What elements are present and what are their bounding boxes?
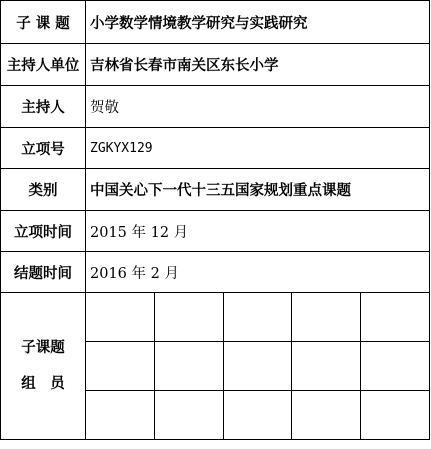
member-cell <box>86 391 155 440</box>
member-cell <box>292 293 361 342</box>
member-cell <box>223 391 292 440</box>
member-cell <box>154 342 223 391</box>
member-cell <box>361 342 430 391</box>
row-start-time <box>1 211 430 252</box>
member-cell <box>223 342 292 391</box>
members-label-line2: 组 员 <box>21 375 65 392</box>
subtopic-label: 子 课 题 <box>1 1 86 44</box>
end-time-label: 结题时间 <box>1 252 86 293</box>
row-host-unit <box>1 44 430 86</box>
row-members-1 <box>1 293 430 342</box>
host-unit-value: 吉林省长春市南关区东长小学 <box>86 44 430 86</box>
members-label <box>1 293 86 440</box>
member-cell <box>86 342 155 391</box>
start-time-value: 2015 年 12 月 <box>86 211 430 252</box>
subtopic-value: 小学数学情境教学研究与实践研究 <box>86 1 430 44</box>
member-cell <box>361 293 430 342</box>
member-cell <box>154 293 223 342</box>
category-label: 类别 <box>1 169 86 211</box>
end-time-value: 2016 年 2 月 <box>86 252 430 293</box>
category-value: 中国关心下一代十三五国家规划重点课题 <box>86 169 430 211</box>
project-number-value: ZGKYX129 <box>86 128 430 169</box>
host-value: 贺敬 <box>86 86 430 128</box>
member-cell <box>292 342 361 391</box>
host-unit-label: 主持人单位 <box>1 44 86 86</box>
host-label: 主持人 <box>1 86 86 128</box>
row-subtopic <box>1 1 430 44</box>
row-project-number <box>1 128 430 169</box>
start-time-label: 立项时间 <box>1 211 86 252</box>
row-category <box>1 169 430 211</box>
row-host <box>1 86 430 128</box>
member-cell <box>361 391 430 440</box>
row-end-time <box>1 252 430 293</box>
member-cell <box>223 293 292 342</box>
project-number-label: 立项号 <box>1 128 86 169</box>
member-cell <box>292 391 361 440</box>
member-cell <box>86 293 155 342</box>
members-label-line1: 子课题 <box>21 339 65 356</box>
member-cell <box>154 391 223 440</box>
